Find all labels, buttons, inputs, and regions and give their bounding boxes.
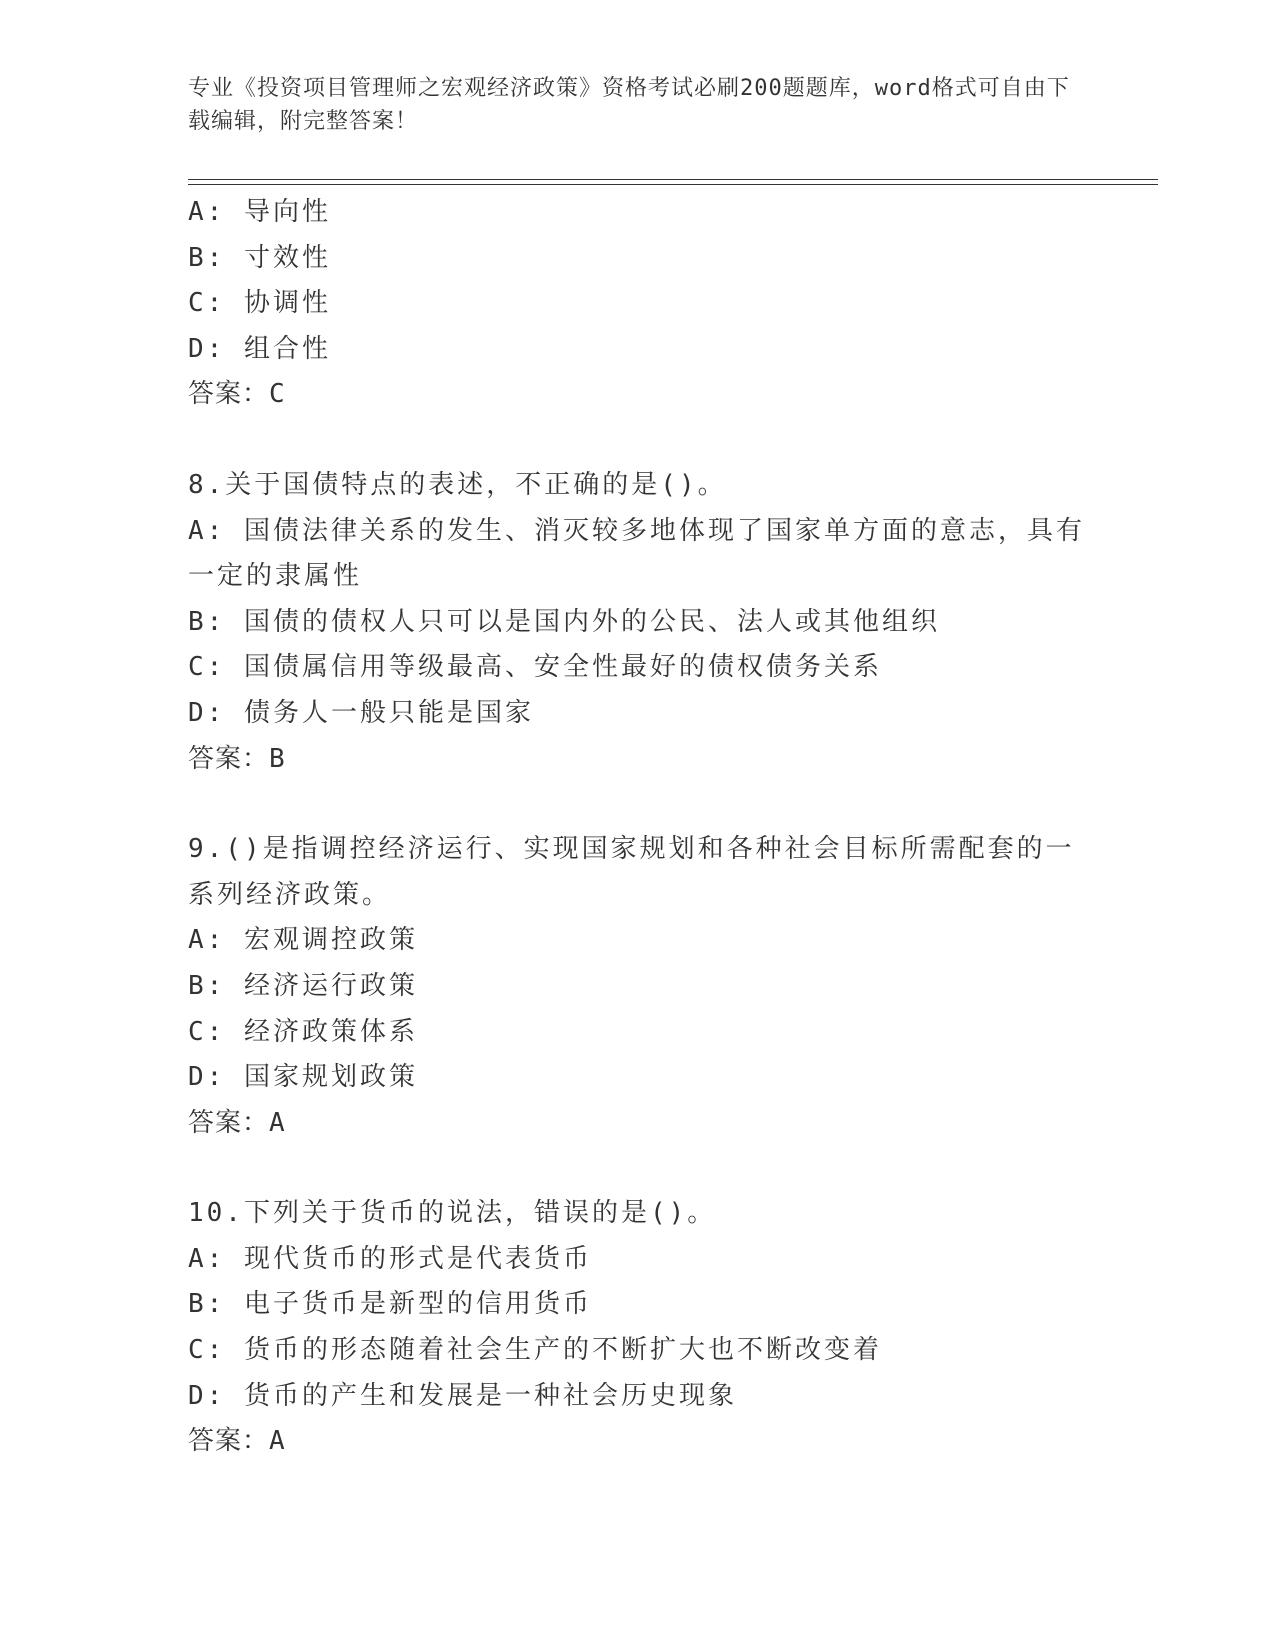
answer-line <box>188 1419 1088 1465</box>
question-stem: 10.下列关于货币的说法，错误的是()。 <box>188 1198 717 1229</box>
answer-label: 答案： <box>188 1107 270 1138</box>
option-d: D: 债务人一般只能是国家 <box>188 697 534 728</box>
answer-value: B <box>269 743 286 774</box>
answer-value: A <box>269 1426 286 1457</box>
question-10 <box>188 1191 1088 1465</box>
option-b: B: 国债的债权人只可以是国内外的公民、法人或其他组织 <box>188 606 940 637</box>
question-7-partial <box>188 190 1088 418</box>
question-spacer <box>188 418 1088 463</box>
question-spacer <box>188 1146 1088 1191</box>
option-c: C: 货币的形态随着社会生产的不断扩大也不断改变着 <box>188 1335 882 1366</box>
option-a: A: 国债法律关系的发生、消灭较多地体现了国家单方面的意志，具有一定的隶属性 <box>188 515 1085 592</box>
option-d: D: 货币的产生和发展是一种社会历史现象 <box>188 1380 737 1411</box>
question-list <box>188 190 1088 1465</box>
option-c: C: 经济政策体系 <box>188 1016 418 1047</box>
answer-label: 答案： <box>188 1426 270 1457</box>
option-c: C: 协调性 <box>188 288 331 319</box>
question-stem: 9.()是指调控经济运行、实现国家规划和各种社会目标所需配套的一系列经济政策。 <box>188 834 1075 910</box>
question-9 <box>188 827 1088 1146</box>
question-spacer <box>188 782 1088 827</box>
option-a: A: 现代货币的形式是代表货币 <box>188 1243 592 1274</box>
question-8 <box>188 463 1088 782</box>
answer-value: C <box>269 379 286 410</box>
answer-line <box>188 372 1088 418</box>
option-d: D: 国家规划政策 <box>188 1062 418 1093</box>
answer-label: 答案： <box>188 743 270 774</box>
answer-label: 答案： <box>188 379 270 410</box>
document-header: 专业《投资项目管理师之宏观经济政策》资格考试必刷200题题库，word格式可自由下载编辑，附完整答案！ <box>188 76 1070 134</box>
answer-line <box>188 1101 1088 1147</box>
option-a: A: 导向性 <box>188 197 331 227</box>
option-b: B: 经济运行政策 <box>188 970 418 1001</box>
option-b: B: 电子货币是新型的信用货币 <box>188 1289 592 1320</box>
option-d: D: 组合性 <box>188 333 331 364</box>
answer-value: A <box>269 1107 286 1138</box>
header-rule-top <box>188 179 1158 180</box>
header-rule-bottom <box>188 184 1158 185</box>
option-b: B: 寸效性 <box>188 242 331 273</box>
option-c: C: 国债属信用等级最高、安全性最好的债权债务关系 <box>188 652 882 683</box>
question-stem: 8.关于国债特点的表述，不正确的是()。 <box>188 469 727 500</box>
answer-line <box>188 737 1088 783</box>
option-a: A: 宏观调控政策 <box>188 925 418 956</box>
